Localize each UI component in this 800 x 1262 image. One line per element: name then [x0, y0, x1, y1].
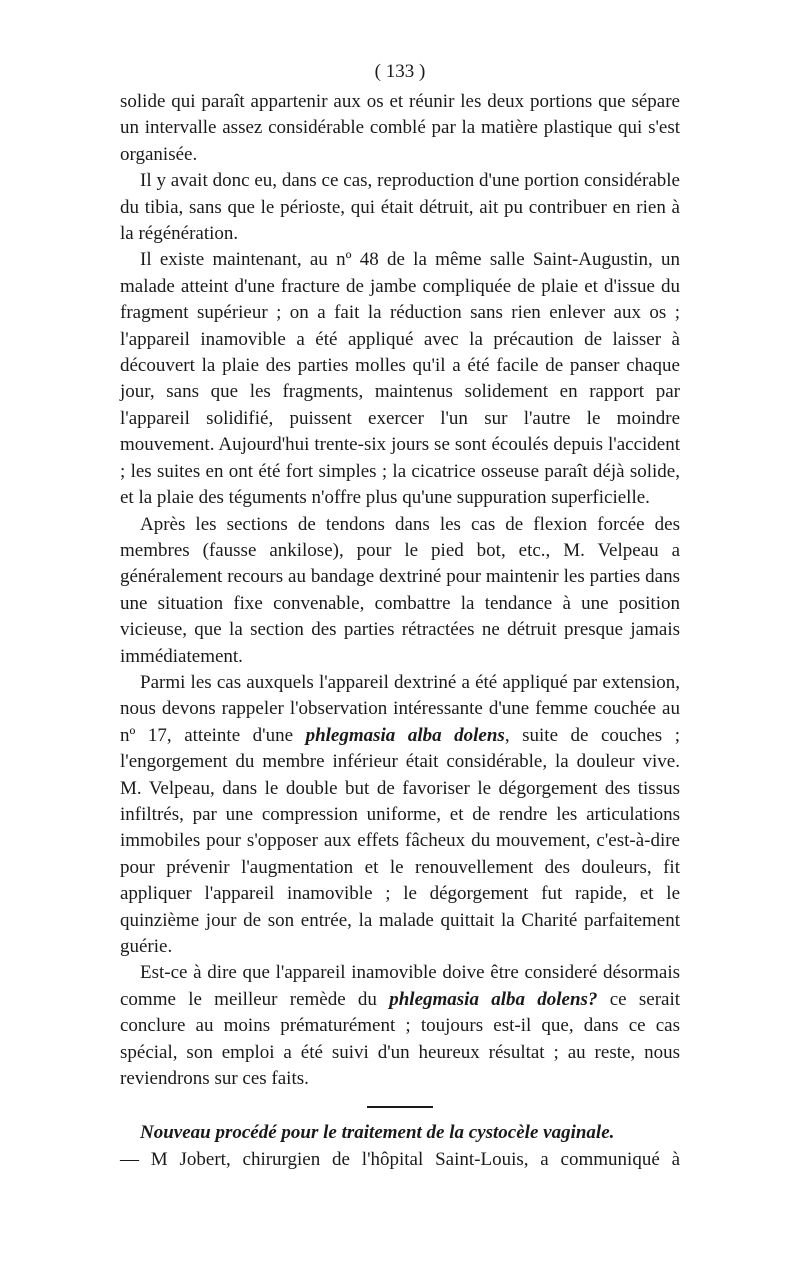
- section-first-line: — M Jobert, chirurgien de l'hôpital Saint-Louis, a communiqué à: [120, 1148, 680, 1170]
- paragraph-text: Est-ce à dire que l'appareil inamovible doive être consideré désormais comme le meilleur remède du: [120, 962, 680, 1010]
- paragraph-continuation: [120, 89, 680, 168]
- paragraph-tibia-regeneration: [120, 168, 680, 247]
- paragraph-fracture-case: [120, 247, 680, 511]
- paragraph-tendon-sections: [120, 512, 680, 670]
- italic-term: phlegmasia alba dolens: [305, 724, 505, 746]
- paragraph-text: , suite de couches ; l'engorgement du membre inférieur était considérable, la douleur vive. M. Velpeau, dans le double but de favoriser le dégorgement des tissus infiltrés, par une compression uniforme, et de rendre les articulations immobiles pour s'opposer aux effets fâcheux du mouvement, c'est-à-dire pour prévenir l'augmentation et le renouvellement des douleurs, fit appliquer l'appareil inamovible ; le dégorgement fut rapide, et le quinzième jour de son entrée, la malade quittait la Charité parfaitement guérie.: [120, 724, 681, 957]
- page-number: ( 133 ): [374, 61, 426, 82]
- section-divider: [367, 1106, 433, 1108]
- paragraph-text: ce serait conclure au moins prématurément ; toujours est-il que, dans ce cas spécial, son emploi a été suivi d'un heureux résultat ; au reste, nous reviendrons sur ces faits.: [120, 988, 681, 1090]
- section-heading: Nouveau procédé pour le traitement de la cystocèle vaginale.: [140, 1122, 615, 1144]
- page-text-block: [120, 55, 680, 1173]
- paragraph-text: Parmi les cas auxquels l'appareil dextriné a été appliqué par extension, nous devons rappeler l'observation intéressante d'une femme couchée au nº 17, atteinte d'une: [120, 671, 680, 746]
- paragraph-text: Il y avait donc eu, dans ce cas, reproduction d'une portion considérable du tibia, sans que le périoste, qui était détruit, ait pu contribuer en rien à la régénération.: [120, 170, 680, 245]
- paragraph-text: Après les sections de tendons dans les cas de flexion forcée des membres (fausse ankilose), pour le pied bot, etc., M. Velpeau a généralement recours au bandage dextriné pour maintenir les parties dans une situation fixe convenable, combattre la tendance à une position vicieuse, que la section des parties rétractées ne détruit presque jamais immédiatement.: [120, 513, 680, 667]
- paragraph-text: solide qui paraît appartenir aux os et réunir les deux portions que sépare un intervalle assez considérable comblé par la matière plastique qui s'est organisée.: [120, 91, 680, 165]
- paragraph-text: Il existe maintenant, au nº 48 de la même salle Saint-Augustin, un malade atteint d'une fracture de jambe compliquée de plaie et d'issue du fragment supérieur ; on a fait la réduction sans rien enlever aux os ; l'appareil inamovible a été appliqué avec la précaution de laisser à découvert la plaie des parties molles qu'il a été facile de panser chaque jour, sans que les fragments, maintenus solidement en rapport par l'appareil solidifié, puissent exercer l'un sur l'autre le moindre mouvement. Aujourd'hui trente-six jours se sont écoulés depuis l'accident ; les suites en ont été fort simples ; la cicatrice osseuse paraît déjà solide, et la plaie des téguments n'offre plus qu'une suppuration superficielle.: [120, 249, 680, 509]
- paragraph-phlegmasia-case: [120, 670, 680, 960]
- italic-term: phlegmasia alba dolens?: [389, 988, 598, 1010]
- paragraph-conclusion: [120, 960, 680, 1092]
